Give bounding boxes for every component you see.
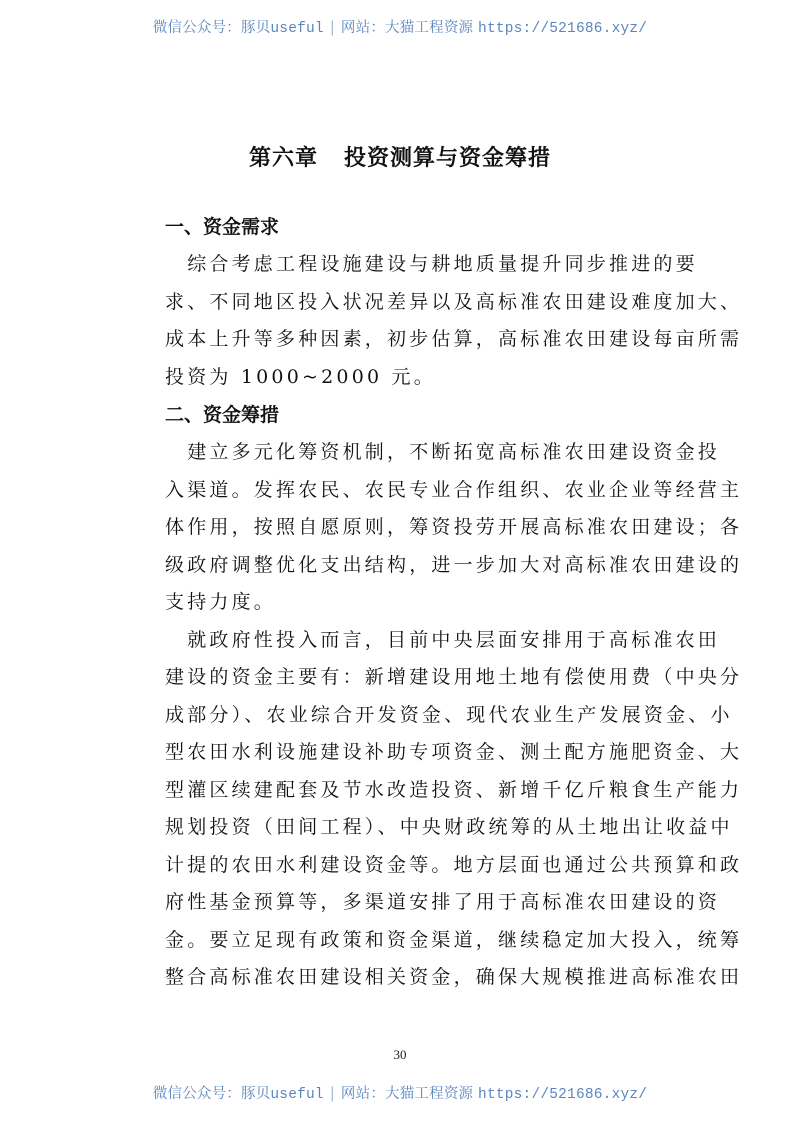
text-line: 求、不同地区投入状况差异以及高标准农田建设难度加大、	[165, 290, 743, 313]
text-line: 建立多元化筹资机制，不断拓宽高标准农田建设资金投	[165, 441, 721, 463]
watermark-wechat-label: 微信公众号：豚贝	[152, 1086, 271, 1102]
chapter-number: 第六章	[248, 146, 318, 171]
text-line: 成本上升等多种因素，初步估算，高标准农田建设每亩所需	[165, 328, 743, 350]
text-line: 体作用，按照自愿原则，筹资投劳开展高标准农田建设；各	[165, 516, 743, 538]
paragraph-government-investment	[165, 622, 743, 997]
text-line: 级政府调整优化支出结构，进一步加大对高标准农田建设的	[165, 553, 743, 576]
paragraph-funding-mechanism	[165, 434, 743, 622]
watermark-wechat-suffix: useful	[270, 1087, 324, 1103]
watermark-wechat-label: 微信公众号：豚贝	[152, 20, 271, 36]
watermark-site-url[interactable]: https://521686.xyz/	[478, 21, 648, 37]
watermark-site-label: 网站：大猫工程资源	[340, 20, 474, 36]
text-line: 建设的资金主要有：新增建设用地土地有偿使用费（中央分	[165, 666, 743, 688]
text-line: 型农田水利设施建设补助专项资金、测土配方施肥资金、大	[165, 741, 743, 763]
text-line: 规划投资（田间工程）、中央财政统筹的从土地出让收益中	[165, 816, 733, 838]
watermark-separator: |	[329, 20, 335, 36]
text-line: 投资为 1000~2000 元。	[165, 365, 436, 388]
text-line: 成部分）、农业综合开发资金、现代农业生产发展资金、小	[165, 703, 733, 726]
watermark-site-url[interactable]: https://521686.xyz/	[478, 1087, 648, 1103]
text-line: 入渠道。发挥农民、农民专业合作组织、农业企业等经营主	[165, 478, 743, 501]
text-line: 金。要立足现有政策和资金渠道，继续稳定加大投入，统筹	[165, 928, 743, 951]
page-number: 30	[393, 1047, 407, 1062]
watermark-footer	[0, 1082, 800, 1103]
watermark-separator: |	[329, 1086, 335, 1102]
document-body	[165, 208, 743, 997]
text-line: 综合考虑工程设施建设与耕地质量提升同步推进的要	[165, 253, 698, 275]
text-line: 府性基金预算等，多渠道安排了用于高标准农田建设的资	[165, 891, 721, 913]
section-heading-funding-raising: 二、资金筹措	[165, 404, 280, 426]
chapter-title	[0, 141, 800, 172]
text-line: 就政府性投入而言，目前中央层面安排用于高标准农田	[165, 628, 721, 651]
text-line: 计提的农田水利建设资金等。地方层面也通过公共预算和政	[165, 853, 743, 876]
watermark-header	[0, 16, 800, 37]
text-line: 型灌区续建配套及节水改造投资、新增千亿斤粮食生产能力	[165, 778, 743, 801]
paragraph-funding-demand	[165, 246, 743, 396]
watermark-site-label: 网站：大猫工程资源	[340, 1086, 474, 1102]
watermark-wechat-suffix: useful	[270, 21, 324, 37]
section-heading-funding-demand: 一、资金需求	[165, 216, 280, 238]
chapter-title-text: 投资测算与资金筹措	[344, 146, 552, 171]
text-line: 整合高标准农田建设相关资金，确保大规模推进高标准农田	[165, 966, 743, 988]
text-line: 支持力度。	[165, 591, 277, 613]
